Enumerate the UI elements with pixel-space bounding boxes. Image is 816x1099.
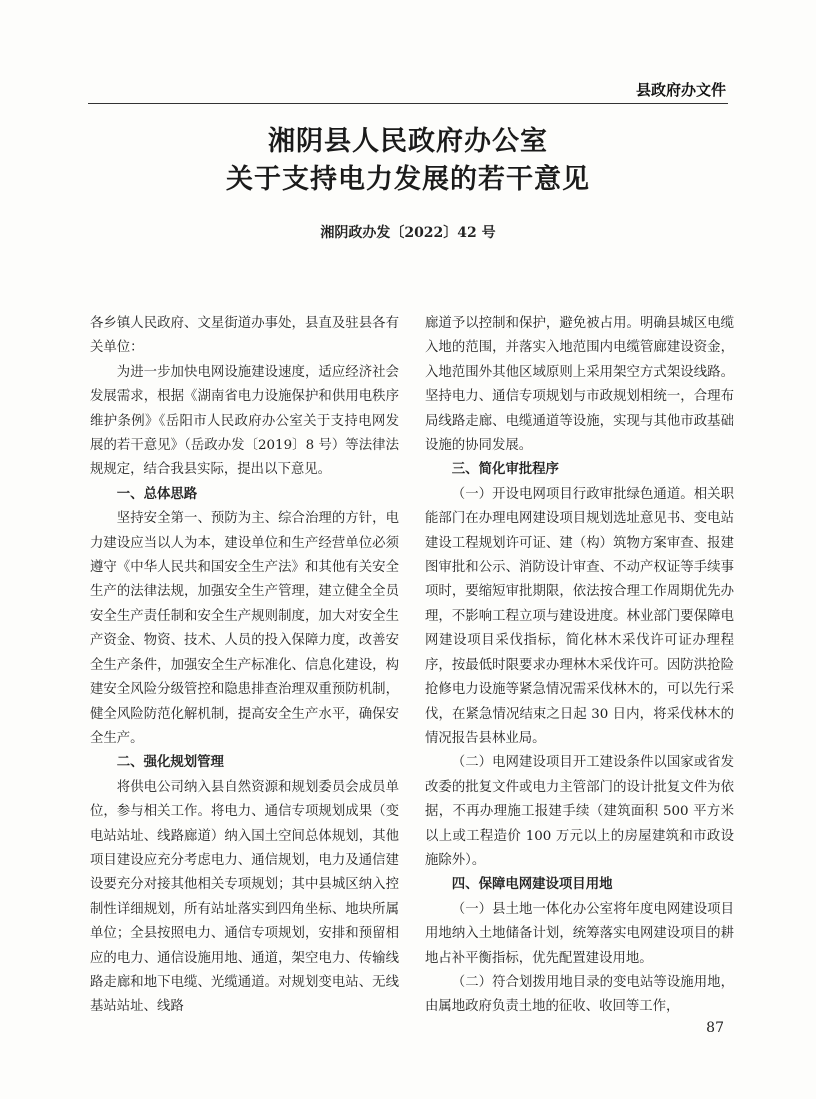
document-title-line2: 关于支持电力发展的若干意见 bbox=[226, 164, 590, 195]
heading-land-use: 四、保障电网建设项目用地 bbox=[451, 877, 613, 893]
paragraph-green-channel: （一）开设电网项目行政审批绿色通道。相关职能部门在办理电网建设项目规划选址意见书、变电站建设工程规划许可证、建（构）筑物方案审查、报建图审批和公示、消防设计审查、不动产权证等手续事项时，要缩短审批期限，依法按合理工作周期优先办理，不影响工程立项与建设进度。林业部门要保障电网建设项目采伐指标，简化林木采伐许可证办理程序，按最低时限要求办理林木采伐许可。因防洪抢险抢修电力设施等紧急情况需采伐林木的，可以先行采伐，在紧急情况结束之日起 30 日内，将采伐林木的情况报告县林业局。 bbox=[425, 486, 734, 746]
header-rule bbox=[88, 103, 728, 104]
right-column bbox=[425, 312, 734, 1020]
left-column bbox=[90, 312, 399, 1020]
page-number: 87 bbox=[706, 1020, 724, 1036]
document-title-line1: 湘阴县人民政府办公室 bbox=[268, 126, 548, 157]
heading-general-approach: 一、总体思路 bbox=[116, 486, 198, 502]
section-label: 县政府办文件 bbox=[635, 81, 726, 99]
paragraph-planning-management-cont: 廊道予以控制和保护，避免被占用。明确县城区电缆入地的范围，并落实入地范围内电缆管廊建设资金，入地范围外其他区域原则上采用架空方式架设线路。坚持电力、通信专项规划与市政规划相统一，合理布局线路走廊、电缆通道等设施，实现与其他市政基础设施的协同发展。 bbox=[425, 316, 734, 454]
paragraph-land-reserve: （一）县土地一体化办公室将年度电网建设项目用地纳入土地储备计划，统筹落实电网建设项目的耕地占补平衡指标，优先配置建设用地。 bbox=[425, 901, 734, 966]
addressee: 各乡镇人民政府、文星街道办事处，县直及驻县各有关单位： bbox=[90, 316, 399, 356]
paragraph-allocated-land: （二）符合划拨用地目录的变电站等设施用地，由属地政府负责土地的征收、收回等工作， bbox=[425, 974, 734, 1015]
paragraph-construction-conditions: （二）电网建设项目开工建设条件以国家或省发改委的批复文件或电力主管部门的设计批复文件为依据，不再办理施工报建手续（建筑面积 500 平方米以上或工程造价 100 万元以上的房屋建筑和市政设施除外）。 bbox=[425, 755, 734, 868]
heading-simplify-approval: 三、简化审批程序 bbox=[451, 462, 559, 478]
document-number: 湘阴政办发〔2022〕42 号 bbox=[320, 225, 496, 241]
intro-paragraph: 为进一步加快电网设施建设速度，适应经济社会发展需求，根据《湖南省电力设施保护和供用电秩序维护条例》《岳阳市人民政府办公室关于支持电网发展的若干意见》（岳政办发〔2019〕8 号）等法律法规规定，结合我县实际，提出以下意见。 bbox=[90, 364, 399, 478]
paragraph-general-approach: 坚持安全第一、预防为主、综合治理的方针，电力建设应当以人为本，建设单位和生产经营单位必须遵守《中华人民共和国安全生产法》和其他有关安全生产的法律法规，加强安全生产管理，建立健全全员安全生产责任制和安全生产规则制度，加大对安全生产资金、物资、技术、人员的投入保障力度，改善安全生产条件，加强安全生产标准化、信息化建设，构建安全风险分级管控和隐患排查治理双重预防机制，健全风险防范化解机制，提高安全生产水平，确保安全生产。 bbox=[90, 511, 399, 746]
paragraph-planning-management: 将供电公司纳入县自然资源和规划委员会成员单位，参与相关工作。将电力、通信专项规划成果（变电站站址、线路廊道）纳入国土空间总体规划，其他项目建设应充分考虑电力、通信规划，电力及通信建设要充分对接其他相关专项规划；其中县城区纳入控制性详细规划，所有站址落实到四角坐标、地块所属单位；全县按照电力、通信专项规划，安排和预留相应的电力、通信设施用地、通道，架空电力、传输线路走廊和地下电缆、光缆通道。对规划变电站、无线基站站址、线路 bbox=[90, 779, 399, 1015]
heading-planning-management: 二、强化规划管理 bbox=[116, 755, 224, 771]
